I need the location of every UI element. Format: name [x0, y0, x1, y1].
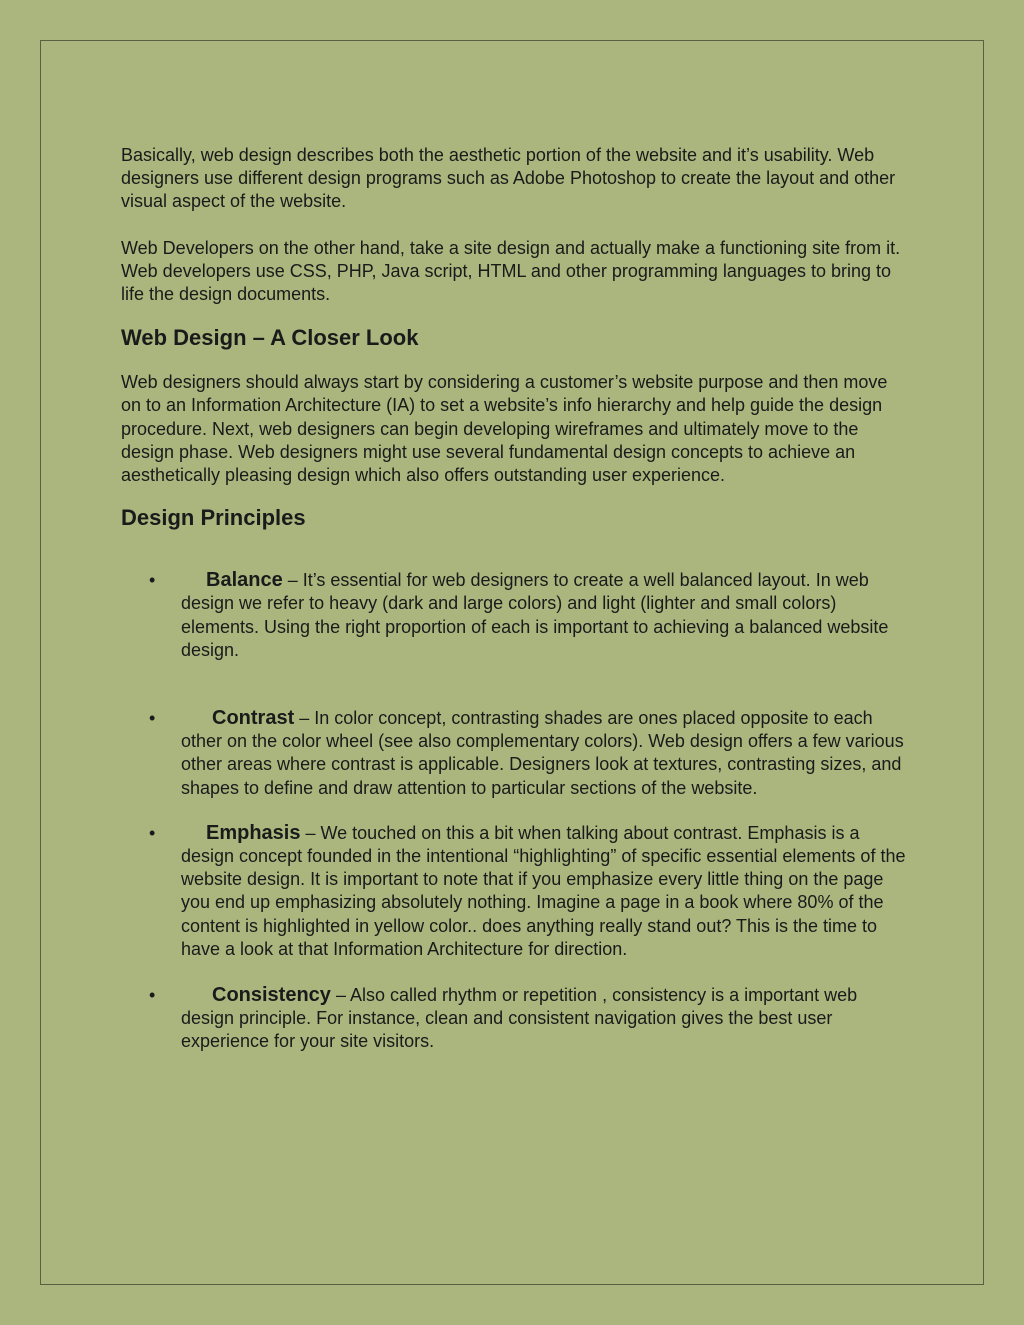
bullet-icon: • — [149, 985, 156, 1006]
description-consistency: – Also called rhythm or repetition , consistency is a important web design principle. For instance, clean and consistent navigation gives the best user experience for your site visitors. — [181, 985, 858, 1052]
section-heading-design-principles: Design Principles — [121, 505, 306, 531]
description-contrast: – In color concept, contrasting shades are ones placed opposite to each other on the color wheel (see also complementary colors). Web design offers a few various other areas where contrast is applicable. Designers look at textures, contrasting sizes, and shapes to define and draw attention to particular sections of the website. — [181, 708, 904, 798]
intro-paragraph-1: Basically, web design describes both the aesthetic portion of the website and it’s usability. Web designers use different design programs such as Adobe Photoshop to create the layout and other visual aspect of the website. — [121, 145, 896, 212]
list-item-emphasis — [121, 822, 911, 961]
term-balance: Balance — [206, 569, 283, 592]
description-balance: – It’s essential for web designers to create a well balanced layout. In web design we refer to heavy (dark and large colors) and light (lighter and small colors) elements. Using the right proportion of each is important to achieving a balanced website design. — [181, 570, 889, 660]
document-body — [121, 144, 911, 1054]
list-item-contrast — [121, 707, 911, 800]
description-emphasis: – We touched on this a bit when talking about contrast. Emphasis is a design concept founded in the intentional “highlighting” of specific essential elements of the website design. It is important to note that if you emphasize every little thing on the page you end up emphasizing absolutely nothing. Imagine a page in a book where 80% of the content is highlighted in yellow color.. does anything really stand out? This is the time to have a look at that Information Architecture for direction. — [181, 822, 906, 959]
bullet-icon: • — [149, 570, 156, 591]
design-principles-list — [121, 569, 911, 1053]
term-contrast: Contrast — [212, 707, 295, 730]
intro-paragraph-2: Web Developers on the other hand, take a site design and actually make a functioning site from it. Web developers use CSS, PHP, Java script, HTML and other programming languages to bring to life the design documents. — [121, 237, 901, 305]
list-item-consistency — [121, 984, 911, 1054]
list-item-balance — [121, 569, 911, 662]
section-paragraph-web-design: Web designers should always start by considering a customer’s website purpose and then move on to an Information Architecture (IA) to set a website’s info hierarchy and help guide the design procedure. Next, web designers can begin developing wireframes and ultimately move to the design phase. Web designers might use several fundamental design concepts to achieve an aesthetically pleasing design which also offers outstanding user experience. — [121, 372, 888, 486]
section-heading-web-design: Web Design – A Closer Look — [121, 325, 419, 351]
bullet-icon: • — [149, 822, 156, 843]
bullet-icon: • — [149, 708, 156, 729]
term-consistency: Consistency — [212, 984, 331, 1007]
term-emphasis: Emphasis — [206, 821, 301, 844]
